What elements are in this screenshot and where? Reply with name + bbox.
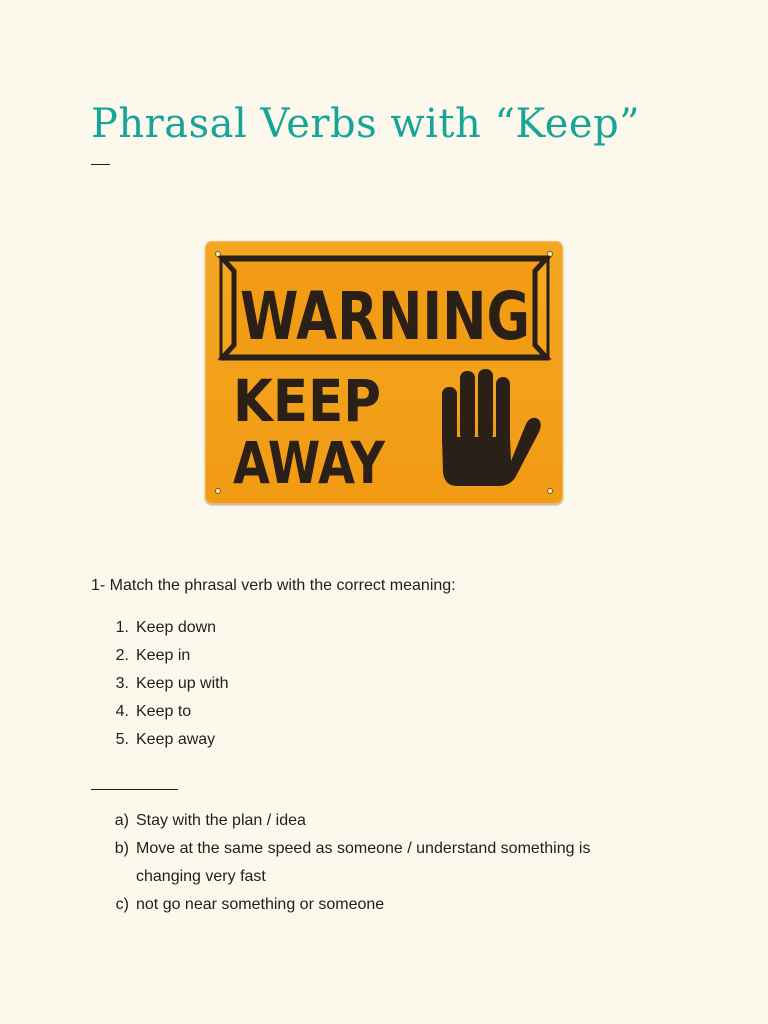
list-item [91,642,229,670]
warning-sign-image [205,241,563,504]
sign-warning-text: WARNING [240,278,530,355]
sign-keep-text: KEEP [233,367,381,435]
phrasal-verb-list [91,614,229,754]
hand-stop-icon [442,369,541,486]
list-item-text: Keep away [136,731,216,748]
list-item [91,698,229,726]
section-divider [91,789,178,790]
list-marker: 2. [115,647,129,664]
list-item [91,670,229,698]
list-marker: 1. [115,619,129,636]
list-item-text: Move at the same speed as someone / understand something is changing very fast [136,840,591,885]
sign-away-text: AWAY [233,429,386,497]
list-marker: 4. [115,703,129,720]
sign-graphic [205,241,563,504]
list-marker: 3. [115,675,129,692]
list-marker: b) [114,840,129,857]
list-marker: a) [114,812,129,829]
list-marker: 5. [115,731,129,748]
title-underline [91,164,110,165]
page-title: Phrasal Verbs with “Keep” [91,101,641,147]
exercise-instruction: 1- Match the phrasal verb with the correct meaning: [91,577,456,594]
list-marker: c) [115,896,129,913]
meaning-list [91,807,636,919]
list-item-text: not go near something or someone [136,896,385,913]
list-item [91,891,636,919]
list-item [91,807,636,835]
list-item [91,726,229,754]
list-item-text: Keep in [136,647,191,664]
list-item-text: Keep up with [136,675,229,692]
list-item-text: Keep to [136,703,192,720]
list-item-text: Stay with the plan / idea [136,812,306,829]
list-item-text: Keep down [136,619,217,636]
list-item [91,614,229,642]
list-item [91,835,636,891]
